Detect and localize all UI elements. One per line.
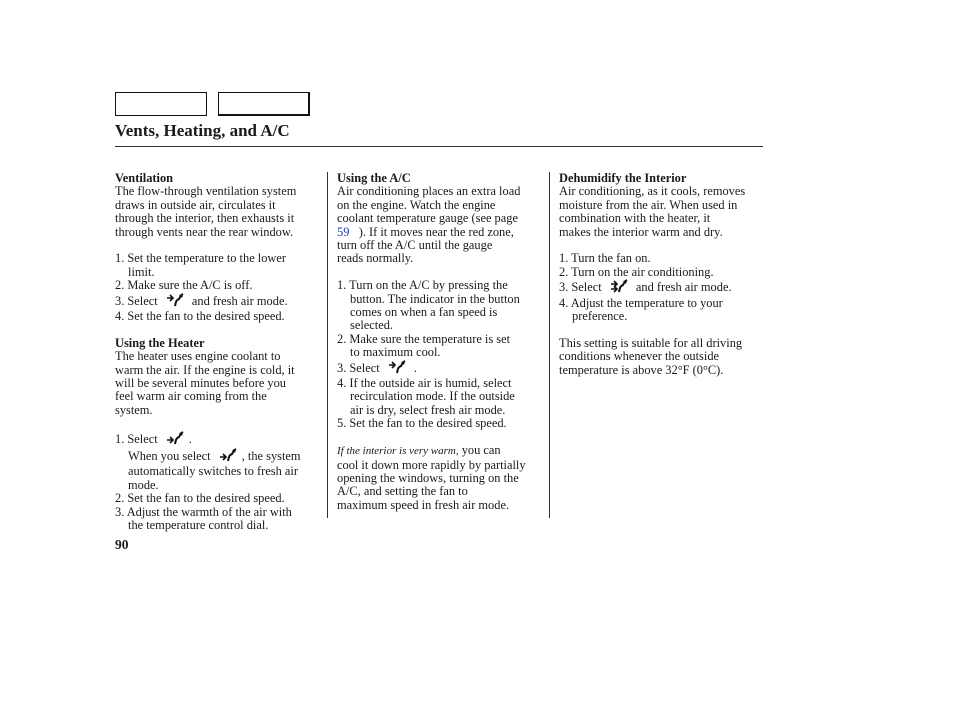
fresh-air-mode-icon [383,360,411,377]
fresh-air-mode-icon [161,293,189,310]
ac-step-3: 3. Select . [337,360,545,377]
ac-tip-line: cool it down more rapidly by partially [337,457,526,472]
dehumidify-step-2: 2. Turn on the air conditioning. [559,264,714,279]
heater-text-line: feel warm air coming from the [115,389,267,404]
ac-tip-line: maximum speed in fresh air mode. [337,497,510,512]
column-using-ac [337,172,545,512]
ac-step-2: 2. Make sure the temperature is set [337,331,511,346]
heater-text-line: system. [115,402,153,417]
ac-text-line: reads normally. [337,251,414,266]
floor-vent-mode-icon [214,448,242,465]
ventilation-text-line: The flow-through ventilation system [115,184,297,199]
ventilation-text-line: draws in outside air, circulates it [115,197,276,212]
ventilation-step-4: 4. Set the fan to the desired speed. [115,309,285,324]
ac-tip-line: A/C, and setting the fan to [337,484,468,499]
ac-step-1: 1. Turn on the A/C by pressing the [337,278,508,293]
ac-step-1-cont: selected. [350,318,393,333]
page-title: Vents, Heating, and A/C [115,121,290,140]
heater-step-1-cont: mode. [128,477,159,492]
ac-step-2-cont: to maximum cool. [350,345,441,360]
ventilation-step-1: 1. Set the temperature to the lower [115,251,287,266]
heater-step-3-cont: the temperature control dial. [128,518,269,533]
section-heading-dehumidify: Dehumidify the Interior [559,171,687,185]
ac-step-4-cont: air is dry, select fresh air mode. [350,402,506,417]
title-rule [115,146,763,147]
dehumidify-step-3: 3. Select and fresh air mode. [559,279,769,296]
column-divider-2 [549,172,550,518]
ac-text-line: on the engine. Watch the engine [337,197,496,212]
fresh-air-mode-icon [605,279,633,296]
ventilation-step-3: 3. Select and fresh air mode. [115,293,325,310]
dehumidify-step-4-cont: preference. [572,309,628,324]
ac-tip-line: opening the windows, turning on the [337,470,519,485]
heater-step-1-cont: When you select , the system [115,448,325,465]
section-heading-ventilation: Ventilation [115,171,174,185]
dehumidify-note-line: This setting is suitable for all driving [559,335,743,350]
nav-box-right[interactable] [218,92,310,116]
ac-text-line: Air conditioning places an extra load [337,184,521,199]
dehumidify-text-line: makes the interior warm and dry. [559,224,723,239]
dehumidify-text-line: combination with the heater, it [559,211,711,226]
ac-step-1-cont: comes on when a fan speed is [350,305,498,320]
ventilation-step-1-cont: limit. [128,264,155,279]
dehumidify-step-4: 4. Adjust the temperature to your [559,295,723,310]
ac-step-5: 5. Set the fan to the desired speed. [337,416,507,431]
ventilation-text-line: through vents near the rear window. [115,224,294,239]
heater-text-line: The heater uses engine coolant to [115,349,281,364]
dehumidify-note-line: conditions whenever the outside [559,349,720,364]
dehumidify-note-line: temperature is above 32°F (0°C). [559,362,724,377]
heater-step-1-cont: automatically switches to fresh air [128,464,298,479]
heater-step-3: 3. Adjust the warmth of the air with [115,504,292,519]
section-heading-heater: Using the Heater [115,335,205,350]
heater-text-line: will be several minutes before you [115,376,287,391]
dehumidify-text-line: moisture from the air. When used in [559,197,738,212]
ventilation-step-2: 2. Make sure the A/C is off. [115,278,253,293]
column-dehumidify [559,172,769,377]
heater-step-1: 1. Select . [115,431,325,448]
page-reference-link[interactable]: 59 [337,224,350,239]
nav-box-left[interactable] [115,92,207,116]
page-number: 90 [115,537,129,552]
heater-text-line: warm the air. If the engine is cold, it [115,362,295,377]
column-ventilation-heater [115,172,325,533]
ac-step-4: 4. If the outside air is humid, select [337,376,512,391]
dehumidify-step-1: 1. Turn the fan on. [559,251,651,266]
heater-step-2: 2. Set the fan to the desired speed. [115,491,285,506]
floor-vent-mode-icon [161,431,189,448]
ventilation-text-line: through the interior, then exhausts it [115,211,295,226]
section-heading-ac: Using the A/C [337,171,411,185]
ac-tip: If the interior is very warm, you can [337,443,501,458]
dehumidify-text-line: Air conditioning, as it cools, removes [559,184,746,199]
ac-text-line: coolant temperature gauge (see page [337,211,518,226]
column-divider-1 [327,172,328,518]
ac-text-line: 59 ). If it moves near the red zone, [337,224,514,239]
ac-step-1-cont: button. The indicator in the button [350,291,520,306]
ac-text-line: turn off the A/C until the gauge [337,238,493,253]
ac-step-4-cont: recirculation mode. If the outside [350,389,515,404]
